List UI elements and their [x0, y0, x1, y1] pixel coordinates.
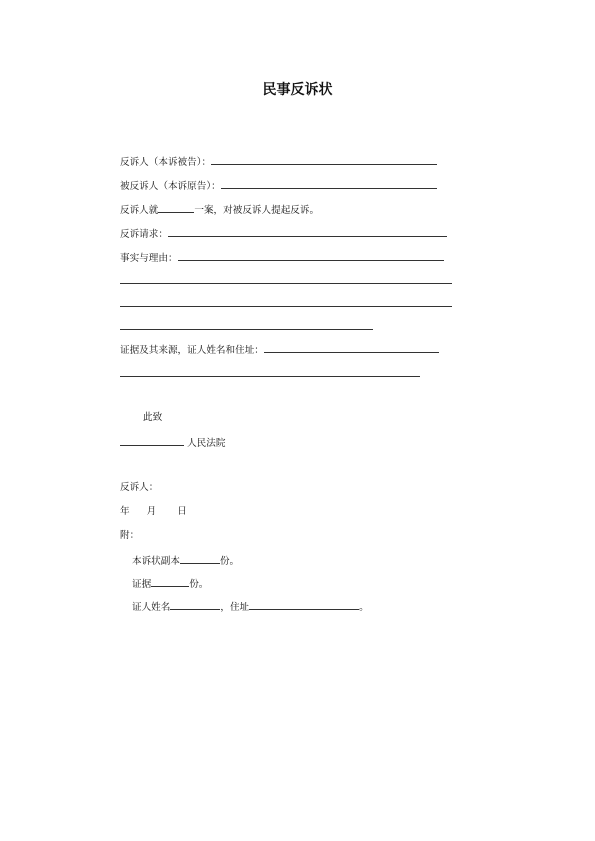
claims-line: [120, 227, 447, 241]
evidence-blank-line[interactable]: [120, 376, 420, 377]
witness-suffix: 。: [359, 602, 369, 613]
facts-label: 事实与理由：: [120, 253, 178, 264]
facts-blank-line[interactable]: [120, 283, 452, 284]
evidence-label: 证据及其来源，证人姓名和住址：: [120, 345, 264, 356]
counter-plaintiff-blank[interactable]: [211, 155, 437, 165]
facts-blank[interactable]: [178, 251, 444, 261]
evidence-prefix: 证据: [132, 579, 152, 590]
facts-blank-line[interactable]: [120, 306, 452, 307]
signature-label: 反诉人：: [120, 482, 159, 493]
copies-suffix: 份。: [219, 556, 240, 567]
evidence-blank[interactable]: [264, 343, 439, 353]
claims-label: 反诉请求：: [120, 229, 168, 240]
facts-line: [120, 251, 444, 265]
copies-count-blank[interactable]: [180, 554, 220, 564]
case-line: [120, 203, 319, 217]
date-year: 年: [120, 506, 130, 517]
attachment-witness: [132, 600, 369, 614]
date-month: 月: [146, 506, 157, 517]
witness-prefix: 证人姓名: [132, 602, 171, 613]
counter-plaintiff-line: [120, 155, 437, 169]
witness-address-blank[interactable]: [249, 600, 359, 610]
counter-defendant-blank[interactable]: [221, 179, 437, 189]
case-suffix: 一案，对被反诉人提起反诉。: [194, 205, 320, 216]
attachments-heading: 附：: [120, 530, 140, 541]
court-label: 人民法院: [187, 438, 226, 449]
witness-middle: ，住址: [220, 602, 250, 613]
claims-blank[interactable]: [168, 227, 447, 237]
counter-plaintiff-label: 反诉人（本诉被告）：: [120, 157, 212, 168]
copies-prefix: 本诉状副本: [132, 556, 180, 567]
salutation: 此致: [143, 412, 163, 423]
court-name-blank[interactable]: [120, 436, 184, 446]
document-title: 民事反诉状: [262, 82, 333, 98]
attachment-copies: [132, 554, 239, 568]
witness-name-blank[interactable]: [170, 600, 220, 610]
case-name-blank[interactable]: [158, 203, 194, 213]
date-day: 日: [177, 506, 187, 517]
evidence-count-blank[interactable]: [151, 577, 189, 587]
court-line: [120, 436, 225, 450]
date-line: [120, 506, 187, 518]
attachment-evidence: [132, 577, 208, 591]
evidence-line: [120, 343, 439, 357]
evidence-suffix: 份。: [189, 579, 209, 590]
counter-defendant-label: 被反诉人（本诉原告）：: [120, 181, 221, 192]
counter-defendant-line: [120, 179, 437, 193]
case-prefix: 反诉人就: [120, 205, 159, 216]
facts-blank-line[interactable]: [120, 329, 373, 330]
